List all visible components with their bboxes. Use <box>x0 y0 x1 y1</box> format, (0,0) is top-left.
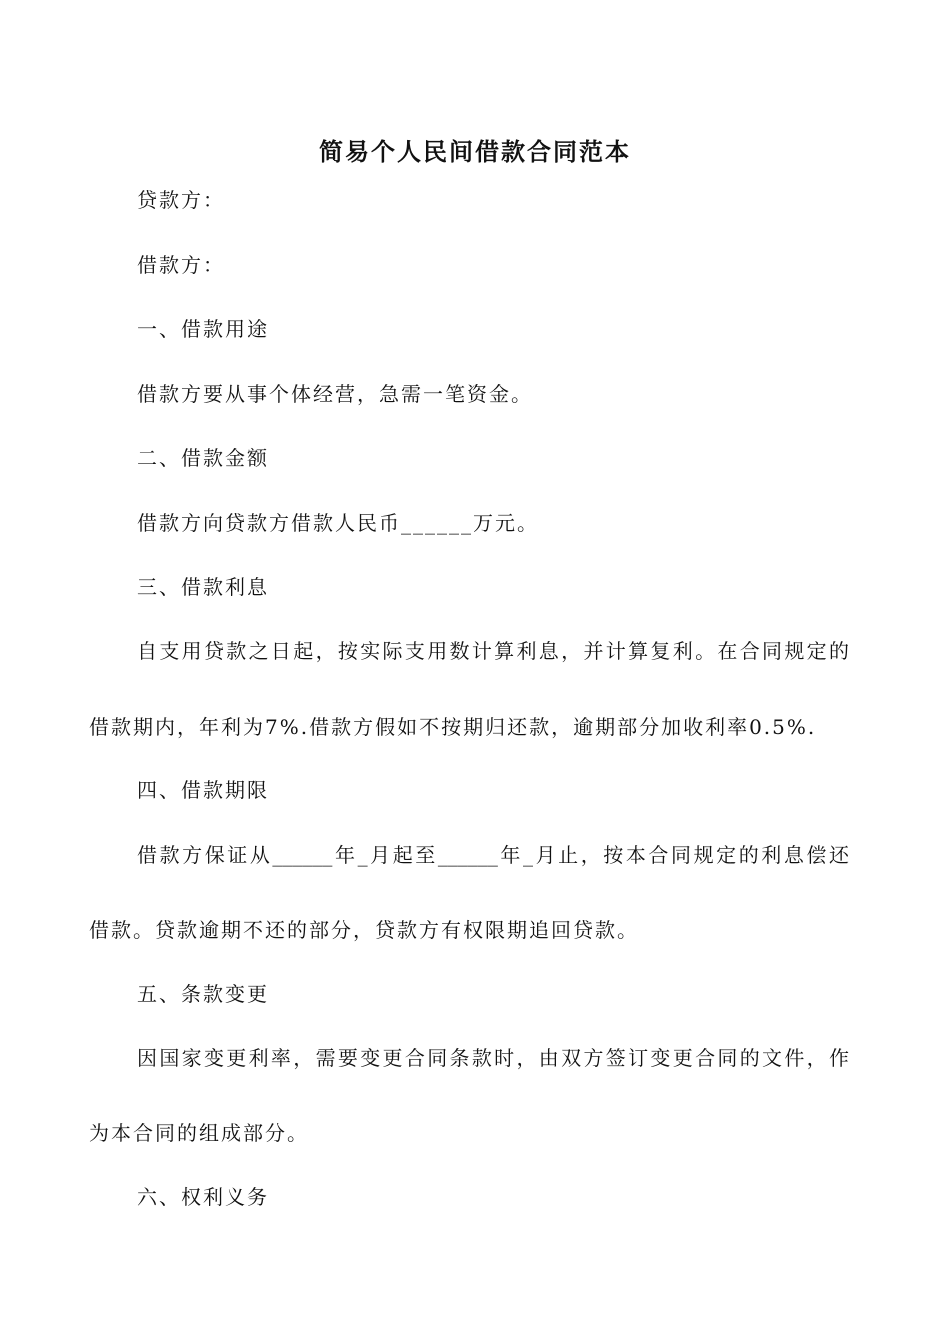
lender-label: 贷款方： <box>137 188 225 212</box>
paragraph-term-line-1: 借款方保证从______年_月起至______年_月止，按本合同规定的利息偿还 <box>137 843 849 867</box>
paragraph-amount: 借款方向贷款方借款人民币______万元。 <box>137 511 539 535</box>
document-title: 简易个人民间借款合同范本 <box>319 137 631 166</box>
section-heading-changes: 五、条款变更 <box>137 982 269 1006</box>
paragraph-changes-line-2: 为本合同的组成部分。 <box>89 1121 309 1145</box>
paragraph-changes-line-1: 因国家变更利率，需要变更合同条款时，由双方签订变更合同的文件，作 <box>137 1046 849 1070</box>
section-heading-purpose: 一、借款用途 <box>137 317 269 341</box>
paragraph-interest-line-2: 借款期内，年利为7%.借款方假如不按期归还款，逾期部分加收利率0.5%. <box>89 715 817 739</box>
borrower-label: 借款方： <box>137 253 225 277</box>
section-heading-rights: 六、权利义务 <box>137 1185 269 1209</box>
paragraph-interest-line-1: 自支用贷款之日起，按实际支用数计算利息，并计算复利。在合同规定的 <box>137 639 849 663</box>
paragraph-term-line-2: 借款。贷款逾期不还的部分，贷款方有权限期追回贷款。 <box>89 918 639 942</box>
paragraph-purpose: 借款方要从事个体经营，急需一笔资金。 <box>137 382 533 406</box>
section-heading-interest: 三、借款利息 <box>137 575 269 599</box>
section-heading-term: 四、借款期限 <box>137 778 269 802</box>
section-heading-amount: 二、借款金额 <box>137 446 269 470</box>
